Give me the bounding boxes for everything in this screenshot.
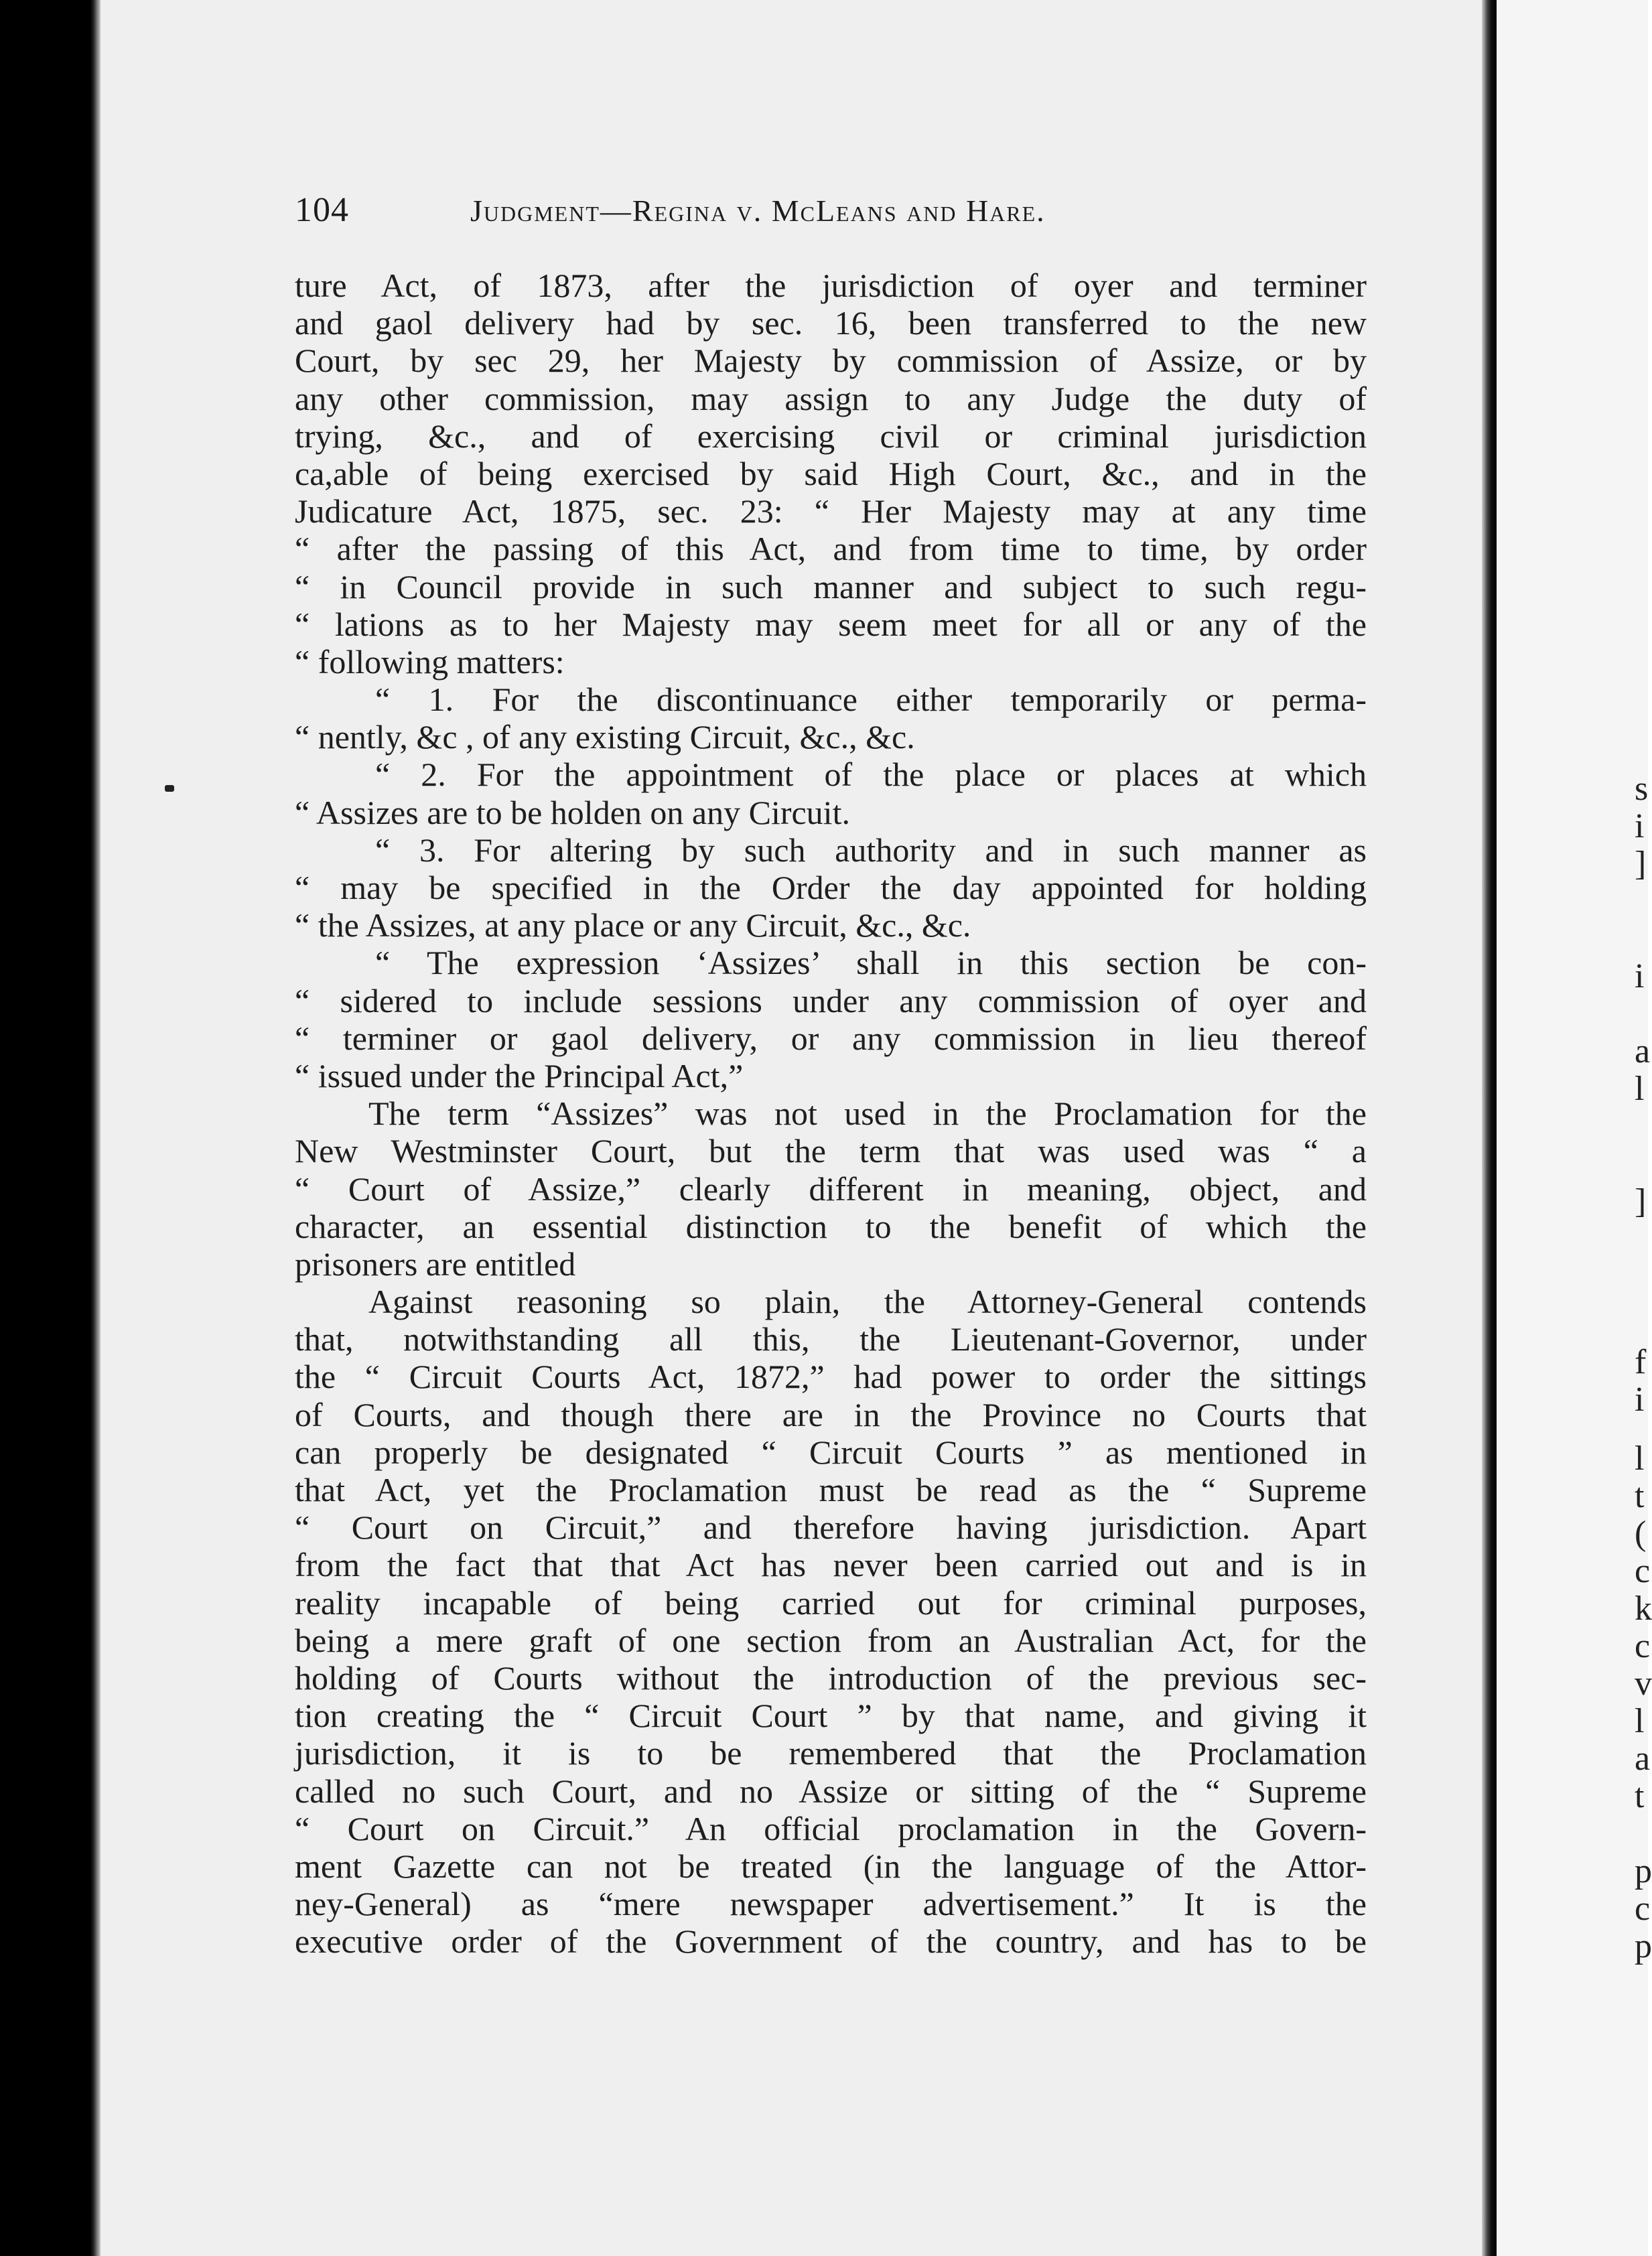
text-line: ney-General) as “mere newspaper advertisement.” It is the: [295, 1885, 1367, 1923]
margin-mark: [165, 785, 174, 792]
text-line: “ The expression ‘Assizes’ shall in this section be con-: [375, 944, 1367, 982]
page-gutter: [1482, 0, 1497, 2256]
fragment: c: [1635, 1627, 1651, 1665]
fragment: p: [1635, 1927, 1652, 1965]
fragment: s: [1635, 770, 1649, 808]
text-line: “ the Assizes, at any place or any Circuit, &c., &c.: [295, 906, 971, 944]
fragment: a: [1635, 1032, 1651, 1070]
text-line: and gaol delivery had by sec. 16, been transferred to the new: [295, 304, 1367, 342]
text-line: Judicature Act, 1875, sec. 23: “ Her Majesty may at any time: [295, 492, 1367, 531]
text-line: trying, &c., and of exercising civil or criminal jurisdiction: [295, 417, 1367, 455]
adjacent-page: [1497, 0, 1651, 2256]
text-line: any other commission, may assign to any Judge the duty of: [295, 379, 1367, 417]
text-line: reality incapable of being carried out for criminal purposes,: [295, 1583, 1367, 1622]
text-line: “ after the passing of this Act, and from time to time, by order: [295, 530, 1367, 568]
fragment: t: [1635, 1477, 1645, 1515]
text-line: that Act, yet the Proclamation must be read as the “ Supreme: [295, 1471, 1367, 1508]
fragment: l: [1635, 1439, 1645, 1478]
text-line: tion creating the “ Circuit Court ” by that name, and giving it: [295, 1697, 1367, 1735]
fragment: i: [1635, 807, 1645, 845]
fragment: a: [1635, 1740, 1651, 1778]
fragment: v: [1635, 1665, 1652, 1703]
text-line: ment Gazette can not be treated (in the language of the Attor-: [295, 1847, 1367, 1885]
text-line: “ sidered to include sessions under any commission of oyer and: [295, 981, 1367, 1019]
fragment: k: [1635, 1590, 1652, 1628]
fragment: t: [1635, 1777, 1645, 1815]
text-line: “ lations as to her Majesty may seem meet for all or any of the: [295, 605, 1367, 643]
fragment: i: [1635, 1381, 1645, 1419]
fragment: ]: [1635, 1182, 1647, 1220]
text-line: “ Court on Circuit,” and therefore having jurisdiction. Apart: [295, 1508, 1367, 1547]
text-line: The term “Assizes” was not used in the Proclamation for the: [368, 1095, 1367, 1133]
fragment: f: [1635, 1343, 1647, 1381]
text-line: “ in Council provide in such manner and subject to such regu-: [295, 567, 1367, 606]
fragment: l: [1635, 1070, 1645, 1108]
page-number: 104: [295, 191, 349, 229]
fragment: c: [1635, 1890, 1651, 1928]
text-line: from the fact that that Act has never been carried out and is in: [295, 1546, 1367, 1584]
page-header: [295, 190, 1333, 234]
text-line: prisoners are entitled: [295, 1245, 576, 1283]
text-line: ture Act, of 1873, after the jurisdiction of oyer and terminer: [295, 267, 1367, 304]
text-line: can properly be designated “ Circuit Courts ” as mentioned in: [295, 1433, 1367, 1471]
text-line: “ may be specified in the Order the day appointed for holding: [295, 869, 1367, 906]
fragment: c: [1635, 1552, 1651, 1590]
text-line: “ nently, &c , of any existing Circuit, &c., &c.: [295, 718, 915, 756]
text-line: “ following matters:: [295, 642, 565, 681]
text-line: “ 1. For the discontinuance either temporarily or perma-: [375, 681, 1367, 719]
text-line: character, an essential distinction to the benefit of which the: [295, 1207, 1367, 1245]
text-line: the “ Circuit Courts Act, 1872,” had power to order the sittings: [295, 1358, 1367, 1396]
text-line: “ Assizes are to be holden on any Circuit.: [295, 793, 850, 831]
fragment: (: [1635, 1514, 1647, 1553]
text-line: ca,able of being exercised by said High Court, &c., and in the: [295, 454, 1367, 492]
fragment: i: [1635, 957, 1645, 995]
running-head: Judgment—Regina v. McLeans and Hare.: [470, 194, 1046, 228]
text-line: called no such Court, and no Assize or sitting of the “ Supreme: [295, 1772, 1367, 1810]
text-line: “ 2. For the appointment of the place or places at which: [375, 756, 1367, 794]
text-line: being a mere graft of one section from an Australian Act, for the: [295, 1621, 1367, 1659]
text-line: that, notwithstanding all this, the Lieutenant-Governor, under: [295, 1320, 1367, 1358]
book-spine-shadow: [0, 0, 100, 2256]
body-text: [295, 267, 1367, 1960]
text-line: “ Court of Assize,” clearly different in meaning, object, and: [295, 1170, 1367, 1208]
fragment: ]: [1635, 845, 1647, 883]
text-line: “ issued under the Principal Act,”: [295, 1056, 744, 1095]
text-line: Against reasoning so plain, the Attorney-General contends: [368, 1283, 1367, 1321]
adjacent-page-text-fragments: [1635, 0, 1652, 2256]
text-line: “ terminer or gaol delivery, or any commission in lieu thereof: [295, 1019, 1367, 1057]
text-line: Court, by sec 29, her Majesty by commission of Assize, or by: [295, 342, 1367, 380]
text-line: holding of Courts without the introduction of the previous sec-: [295, 1659, 1367, 1697]
text-line: executive order of the Government of the country, and has to be: [295, 1922, 1367, 1961]
text-line: jurisdiction, it is to be remembered that the Proclamation: [295, 1734, 1367, 1772]
text-line: New Westminster Court, but the term that was used was “ a: [295, 1132, 1367, 1170]
text-line: “ Court on Circuit.” An official proclamation in the Govern-: [295, 1809, 1367, 1847]
text-line: “ 3. For altering by such authority and in such manner as: [375, 831, 1367, 869]
fragment: l: [1635, 1702, 1645, 1740]
fragment: p: [1635, 1852, 1652, 1890]
text-line: of Courts, and though there are in the Province no Courts that: [295, 1395, 1367, 1433]
